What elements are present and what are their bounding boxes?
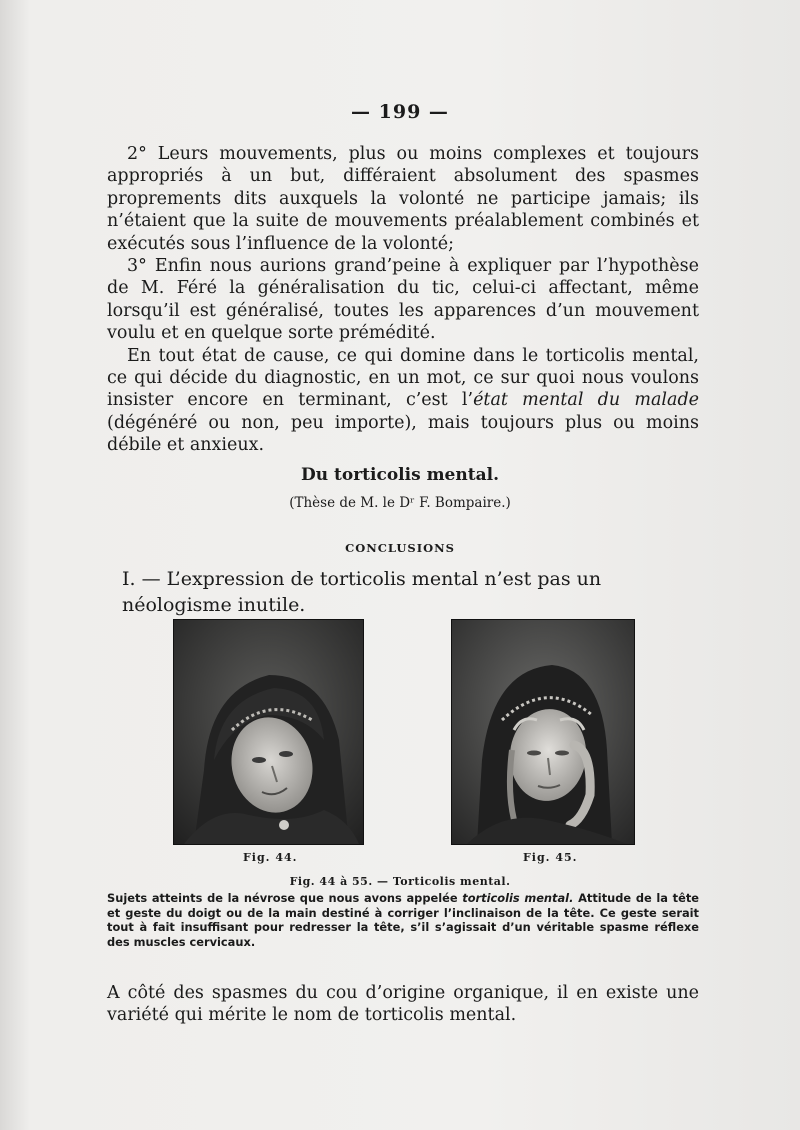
figure-45-photo	[451, 619, 635, 845]
paragraph-conclusion-text-b: (dégénéré ou non, peu importe), mais toujours plus ou moins débile et anxieux.	[107, 412, 699, 456]
portrait-woman-hand-to-face-image	[452, 620, 634, 844]
figure-45-label: Fig. 45.	[523, 851, 578, 864]
figure-44-label: Fig. 44.	[243, 851, 298, 864]
figure-44-photo	[173, 619, 364, 845]
section-title: Du torticolis mental.	[301, 465, 499, 485]
figures-range-label: Fig. 44 à 55. — Torticolis mental.	[289, 875, 511, 888]
page-number: — 199 —	[351, 101, 449, 123]
figure-caption-text-a: Sujets atteints de la névrose que nous avons appelée	[107, 891, 463, 905]
paragraph-conclusion	[107, 345, 699, 457]
paragraph-conclusion-text-a: En tout état de cause, ce qui domine dans le torticolis mental, ce qui décide du diagnostic, en un mot, ce sur quoi nous voulons insister encore en terminant, c’est l’	[107, 345, 699, 411]
portrait-woman-head-tilted-image	[174, 620, 363, 844]
main-text	[107, 143, 699, 457]
paragraph-conclusion-italic: état mental du malade	[473, 390, 700, 411]
conclusion-one: I. — L’expression de torticolis mental n’est pas un néologisme inutile.	[122, 568, 602, 616]
figure-caption-text-b: Attitude de la tête et geste du doigt ou de la main destiné à corriger l’inclinaison de la tête. Ce geste serait tout à fait insuffisant pour redresser la tête, s’il s’agissait d’un véritable spasme réflexe des muscles cervicaux.	[107, 891, 699, 949]
figure-caption-italic: torticolis mental.	[462, 891, 574, 905]
thesis-note: (Thèse de M. le Dʳ F. Bompaire.)	[289, 495, 511, 511]
conclusions-heading: CONCLUSIONS	[345, 541, 455, 555]
paragraph-2: 2° Leurs mouvements, plus ou moins complexes et toujours appropriés à un but, différaient absolument des spasmes proprements dits auxquels la volonté ne participe jamais; ils n’étaient que la suite de mouvements préalablement combinés et exécutés sous l’influence de la volonté;	[107, 144, 699, 254]
final-paragraph: A côté des spasmes du cou d’origine organique, il en existe une variété qui mérite le nom de torticolis mental.	[107, 983, 699, 1026]
paragraph-3: 3° Enfin nous aurions grand’peine à expliquer par l’hypothèse de M. Féré la généralisation du tic, celui-ci affectant, même lorsqu’il est généralisé, toutes les apparences d’un mouvement voulu et en quelque sorte prémédité.	[107, 256, 699, 344]
figure-caption	[107, 891, 699, 949]
